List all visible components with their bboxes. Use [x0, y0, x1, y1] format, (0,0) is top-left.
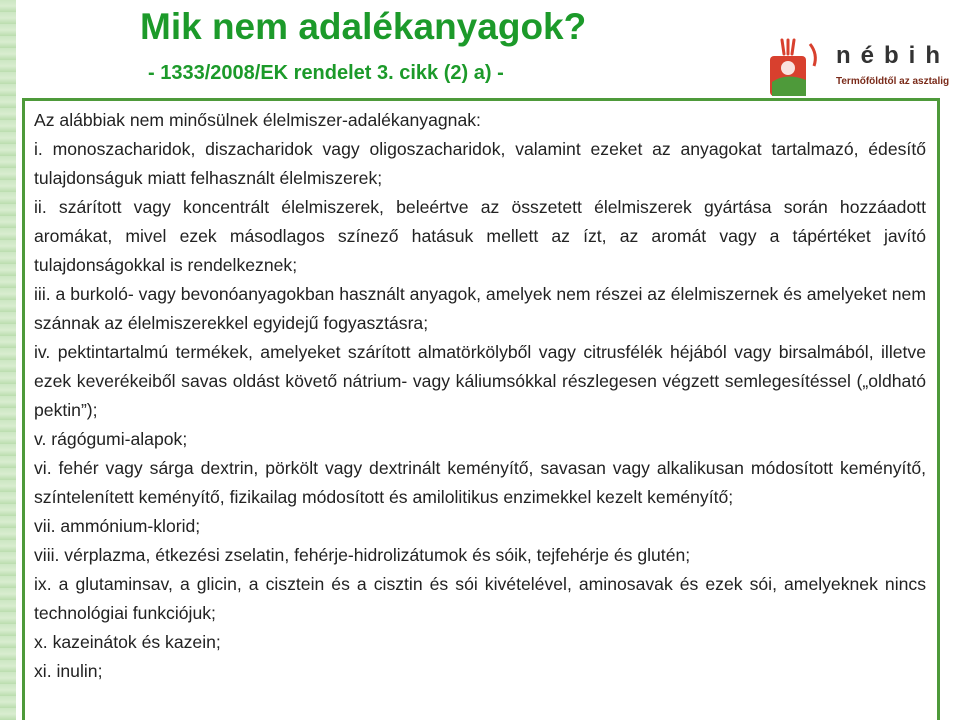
nebih-logo-icon: [766, 36, 830, 100]
list-item: xi. inulin;: [34, 661, 103, 681]
list-item: ix. a glutaminsav, a glicin, a cisztein és a cisztin és sói kivételével, aminosavak és ezek sói, amelyeknek nincs technológiai funkciójuk;: [34, 574, 926, 623]
list-item: viii. vérplazma, étkezési zselatin, fehérje-hidrolizátumok és sóik, tejfehérje és glutén;: [34, 545, 691, 565]
logo-tagline: Termőföldtől az asztalig: [836, 76, 950, 87]
list-item: v. rágógumi-alapok;: [34, 429, 188, 449]
list-item: iv. pektintartalmú termékek, amelyeket szárított almatörkölyből vagy citrusfélék héjából vagy birsalmából, illetve ezek keverékeiből savas oldást követő nátrium- vagy káliumsókkal részlegesen végzett semlegesítéssel („oldható pektin”);: [34, 342, 926, 420]
list-item: i. monoszacharidok, diszacharidok vagy oligoszacharidok, valamint ezeket az anyagokat tartalmazó, édesítő tulajdonságuk miatt felhasznált élelmiszerek;: [34, 139, 926, 188]
list-item: vii. ammónium-klorid;: [34, 516, 201, 536]
decorative-left-stripe: [0, 0, 16, 720]
logo-name: nébih: [836, 42, 950, 69]
list-item: vi. fehér vagy sárga dextrin, pörkölt vagy dextrinált keményítő, savasan vagy alkalikusan módosított keményítő, színtelenített keményítő, fizikailag módosított és amilolitikus enzimekkel kezelt keményítő;: [34, 458, 926, 507]
page-subtitle: - 1333/2008/EK rendelet 3. cikk (2) a) -: [148, 62, 504, 84]
list-item: ii. szárított vagy koncentrált élelmiszerek, beleértve az összetett élelmiszerek gyártása során hozzáadott aromákat, mivel ezek másodlagos színező hatásuk mellett az ízt, az aromát vagy a tápértéket javító tulajdonságokkal is rendelkeznek;: [34, 197, 926, 275]
intro-line: Az alábbiak nem minősülnek élelmiszer-adalékanyagnak:: [34, 110, 481, 130]
list-item: x. kazeinátok és kazein;: [34, 632, 221, 652]
page-title: Mik nem adalékanyagok?: [140, 6, 587, 47]
list-item: iii. a burkoló- vagy bevonóanyagokban használt anyagok, amelyek nem részei az élelmiszernek és amelyeket nem szánnak az élelmiszerekkel egyidejű fogyasztásra;: [34, 284, 926, 333]
content-text: [34, 106, 926, 686]
nebih-logo: [766, 36, 956, 104]
